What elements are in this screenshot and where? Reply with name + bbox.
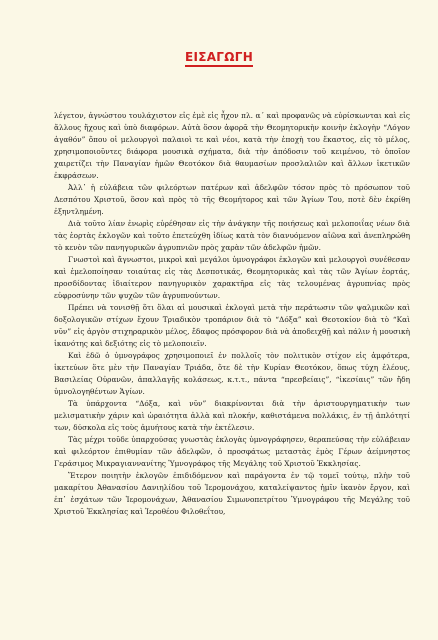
paragraph: Ἕτερον ποιητὴν ἐκλογῶν ἐπιδιδόμενον καὶ παράγοντα ἐν τῷ τομεῖ τούτῳ, πλὴν τοῦ μακαρίτου Ἀθανασίου Δανιηλίδου τοῦ Ἱερομονάχου, καταλείψαντος ἡμῖν ἱκανὸν ἔργον, καὶ ἐπ᾽ ἐσχάτων τῶν Ἱερομονάχων, Ἀθανασίου Σιμωνοπετρίτου Ὑμνογράφου τῆς Μεγάλης τοῦ Χριστοῦ Ἐκκλησίας καὶ Ἱεροθέου Φιλοθεΐτου, [54,471,410,516]
paragraph: Καὶ ἐδῶ ὁ ὑμνογράφος χρησιμοποιεῖ ἐν πολλοῖς τὸν πολιτικὸν στίχον εἰς ἀμφότερα, ἱκετεύων ὅτε μὲν τὴν Παναγίαν Τριάδα, ὅτε δὲ τὴν Κυρίαν Θεοτόκον, ὅπως τύχη ἐλέους, Βασιλείας Οὐρανῶν, ἀπαλλαγῆς κολάσεως, κ.τ.τ., πάντα “πρεσβείαις”, “ἱκεσίαις” τῶν ἤδη ὑμνολογηθέντων Ἁγίων. [54,351,410,396]
heading-container [0,46,438,67]
paragraph: Διὰ τοῦτο λίαν ἐνωρὶς εὑρέθησαν εἰς τὴν ἀνάγκην τῆς ποιήσεως καὶ μελοποιΐας νέων διὰ τὰς ἑορτὰς ἐκλογῶν καὶ τοῦτο ἐπετεύχθη ἰδίως κατὰ τὸν διανυόμενον αἰῶνα καὶ ἀνεπληρώθη τὸ κενὸν τῶν πανηγυρικῶν ἀγρυπνιῶν πρὸς χαρὰν τῶν ἀδελφῶν ἡμῶν. [54,219,410,252]
paragraph: Πρέπει νὰ τονισθῇ ὅτι ὅλαι αἱ μουσικαὶ ἐκλογαὶ μετὰ τὴν περάτωσιν τῶν ψαλμικῶν καὶ δοξολογικῶν στίχων ἔχουν Τριαδικὸν τροπάριον διὰ τὸ “Δόξα” καὶ Θεοτοκίον διὰ τὸ “Καὶ νῦν” εἰς ἀργὸν στιχηραρικὸν μέλος, ἔδαφος πρόσφορον διὰ νὰ ἀποδειχθῇ καὶ πάλιν ἡ μουσικὴ ἱκανότης καὶ δεξιότης εἰς τὸ μελοποιεῖν. [54,303,410,348]
paragraph: λέγετον, ἀγνώστου τουλάχιστον εἰς ἐμὲ εἰς ἦχον πλ. α΄ καὶ προφανῶς νὰ εὑρίσκωνται καὶ εἰς ἄλλους ἤχους καὶ ὑπὸ διαφόρων. Αὐτὰ ὅσον ἀφορᾶ τὴν Θεομητορικὴν κοινὴν ἐκλογὴν “Λόγον ἀγαθόν” ὅπου οἱ μελουργοὶ παλαιοὶ τε καὶ νέοι, κατὰ τὴν ἐποχὴ του ἕκαστος, εἰς τὸ μέλος, χρησιμοποιοῦντες διάφορα μουσικὰ σχήματα, διὰ τὴν ἀπόδοσιν τοῦ κειμένου, τὸ ὁποῖον χαιρετίζει τὴν Παναγίαν ἡμῶν Θεοτόκον διὰ θαυμασίων προσλαλιῶν καὶ ἄλλων ἱκετικῶν ἐκφράσεων. [54,111,410,180]
body-text [54,110,410,518]
paragraph: Τὰ ὑπάρχοντα “Δόξα, καὶ νῦν” διακρίνονται διὰ τὴν ἀριστουργηματικὴν των μελισματικὴν χάριν καὶ ὡραιότητα ἀλλὰ καὶ πλοκήν, καθιστάμενα πολλάκις, ἐν τῇ ἁπλότητί των, δύσκολα εἰς τοὺς ἀμυήτους κατὰ τὴν ἐκτέλεσιν. [54,399,410,432]
paragraph: Ἀλλ᾽ ἡ εὐλάβεια τῶν φιλεόρτων πατέρων καὶ ἀδελφῶν τόσον πρὸς τὸ πρόσωπον τοῦ Δεσπότου Χριστοῦ, ὅσον καὶ πρὸς τὸ τῆς Θεομήτορος καὶ τῶν Ἁγίων Του, ποτὲ δὲν ἐκρίθη ἐξηντλημένη. [54,183,410,216]
section-heading: ΕΙΣΑΓΩΓΗ [185,50,253,67]
paragraph: Γνωστοὶ καὶ ἄγνωστοι, μικροὶ καὶ μεγάλοι ὑμνογράφοι ἐκλογῶν καὶ μελουργοὶ συνέθεσαν καὶ ἐμελοποίησαν τοιαύτας εἰς τὰς Δεσποτικάς, Θεομητορικὰς καὶ τὰς τῶν Ἁγίων ἑορτάς, προσδίδοντας ἰδιαίτερον πανηγυρικὸν χαρακτῆρα εἰς τὰς τελουμένας ἀγρυπνίας πρὸς εὐφροσύνην τῶν ψυχῶν τῶν ἀγρυπνούντων. [54,255,410,300]
paragraph: Τὰς μέχρι τοῦδε ὑπαρχούσας γνωστὰς ἐκλογὰς ὑμνογράφησεν, θεραπεύσας τὴν εὐλάβειαν καὶ φιλεόρτον ἐπιθυμίαν τῶν ἀδελφῶν, ὁ προσφάτως μεταστὰς ἐμὸς Γέρων ἀείμνηστος Γεράσιμος Μικραγιαννανίτης Ὑμνογράφος τῆς Μεγάλης τοῦ Χριστοῦ Ἐκκλησίας. [54,435,410,468]
